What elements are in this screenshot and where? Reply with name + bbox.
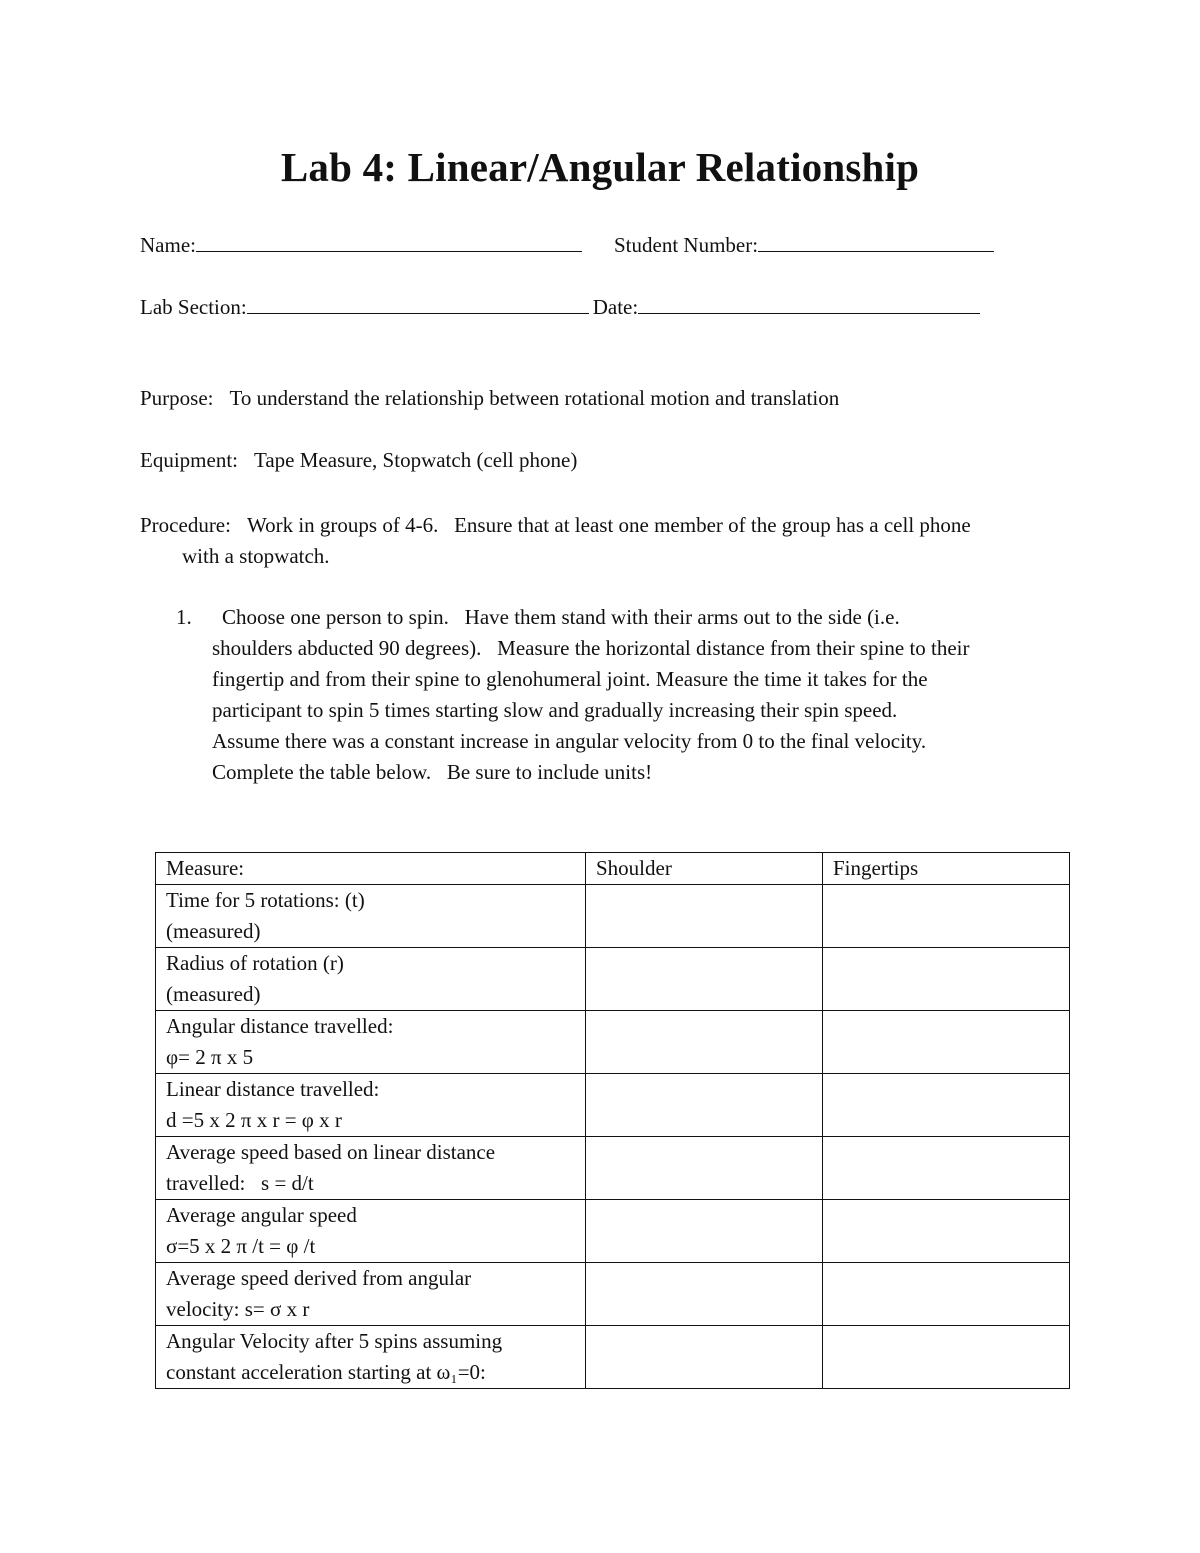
step-number: 1.	[176, 605, 192, 629]
step-text	[212, 602, 1076, 788]
purpose-text: To understand the relationship between rotational motion and translation	[229, 386, 840, 410]
shoulder-cell[interactable]	[586, 1137, 823, 1200]
measure-line: Average speed derived from angular	[166, 1266, 472, 1290]
table-row	[156, 1326, 1070, 1389]
step-line: Choose one person to spin. Have them stand with their arms out to the side (i.e.	[222, 605, 900, 629]
table-row	[156, 885, 1070, 948]
step-line: shoulders abducted 90 degrees). Measure the horizontal distance from their spine to their	[212, 636, 970, 660]
step-line: Assume there was a constant increase in angular velocity from 0 to the final velocity.	[212, 729, 927, 753]
measure-cell	[156, 1326, 586, 1389]
table-header-row	[156, 853, 1070, 885]
name-field[interactable]	[196, 231, 582, 252]
measure-cell	[156, 1263, 586, 1326]
name-row	[140, 231, 994, 258]
table-row	[156, 1137, 1070, 1200]
lab-section-field[interactable]	[247, 293, 589, 314]
section-row	[140, 293, 980, 320]
measure-line: Average angular speed	[166, 1203, 357, 1227]
equipment-label: Equipment:	[140, 448, 238, 472]
fingertips-cell[interactable]	[823, 1074, 1070, 1137]
measure-line: Angular distance travelled:	[166, 1014, 394, 1038]
step-line: participant to spin 5 times starting slow and gradually increasing their spin speed.	[212, 698, 898, 722]
fingertips-cell[interactable]	[823, 885, 1070, 948]
procedure-text-line1: Work in groups of 4-6. Ensure that at least one member of the group has a cell phone	[246, 513, 971, 537]
measure-line: Linear distance travelled:	[166, 1077, 380, 1101]
measure-cell	[156, 948, 586, 1011]
step-1	[176, 602, 1076, 788]
shoulder-cell[interactable]	[586, 1326, 823, 1389]
header-fingertips: Fingertips	[823, 853, 1070, 885]
purpose-row	[140, 386, 839, 411]
measure-line: d =5 x 2 π x r = φ x r	[166, 1108, 342, 1132]
measure-line: (measured)	[166, 982, 261, 1006]
fingertips-cell[interactable]	[823, 1263, 1070, 1326]
step-line: Complete the table below. Be sure to include units!	[212, 760, 653, 784]
shoulder-cell[interactable]	[586, 1074, 823, 1137]
shoulder-cell[interactable]	[586, 1200, 823, 1263]
shoulder-cell[interactable]	[586, 1011, 823, 1074]
measure-line: Time for 5 rotations: (t)	[166, 888, 365, 912]
procedure-label: Procedure:	[140, 513, 231, 537]
date-label: Date:	[592, 295, 639, 319]
fingertips-cell[interactable]	[823, 1011, 1070, 1074]
lab-section-label: Lab Section:	[140, 295, 247, 319]
equipment-row	[140, 448, 577, 473]
name-label: Name:	[140, 233, 196, 257]
page-title: Lab 4: Linear/Angular Relationship	[280, 144, 920, 190]
fingertips-cell[interactable]	[823, 948, 1070, 1011]
measure-line: σ=5 x 2 π /t = φ /t	[166, 1234, 316, 1258]
date-field[interactable]	[638, 293, 980, 314]
measure-line: Angular Velocity after 5 spins assuming	[166, 1329, 503, 1353]
fingertips-cell[interactable]	[823, 1137, 1070, 1200]
measure-line: travelled: s = d/t	[166, 1171, 314, 1195]
fingertips-cell[interactable]	[823, 1200, 1070, 1263]
student-number-field[interactable]	[758, 231, 994, 252]
shoulder-cell[interactable]	[586, 948, 823, 1011]
table-row	[156, 948, 1070, 1011]
shoulder-cell[interactable]	[586, 1263, 823, 1326]
measurements-table	[155, 852, 1070, 1389]
measure-cell	[156, 1074, 586, 1137]
measure-line: Average speed based on linear distance	[166, 1140, 496, 1164]
measure-line: (measured)	[166, 919, 261, 943]
measure-line: velocity: s= σ x r	[166, 1297, 310, 1321]
measure-cell	[156, 1137, 586, 1200]
fingertips-cell[interactable]	[823, 1326, 1070, 1389]
procedure-row	[140, 510, 971, 541]
measure-cell	[156, 885, 586, 948]
table-row	[156, 1074, 1070, 1137]
procedure-text-line2: with a stopwatch.	[182, 544, 330, 568]
measure-line: φ= 2 π x 5	[166, 1045, 254, 1069]
purpose-label: Purpose:	[140, 386, 214, 410]
shoulder-cell[interactable]	[586, 885, 823, 948]
equipment-text: Tape Measure, Stopwatch (cell phone)	[254, 448, 578, 472]
measure-cell	[156, 1011, 586, 1074]
step-line: fingertip and from their spine to glenohumeral joint. Measure the time it takes for the	[212, 667, 928, 691]
table-row	[156, 1263, 1070, 1326]
measure-line: constant acceleration starting at ω₁=0:	[166, 1360, 486, 1384]
student-number-label: Student Number:	[613, 233, 759, 257]
table-row	[156, 1011, 1070, 1074]
table-row	[156, 1200, 1070, 1263]
header-measure: Measure:	[156, 853, 586, 885]
header-shoulder: Shoulder	[586, 853, 823, 885]
measure-cell	[156, 1200, 586, 1263]
measure-line: Radius of rotation (r)	[166, 951, 344, 975]
